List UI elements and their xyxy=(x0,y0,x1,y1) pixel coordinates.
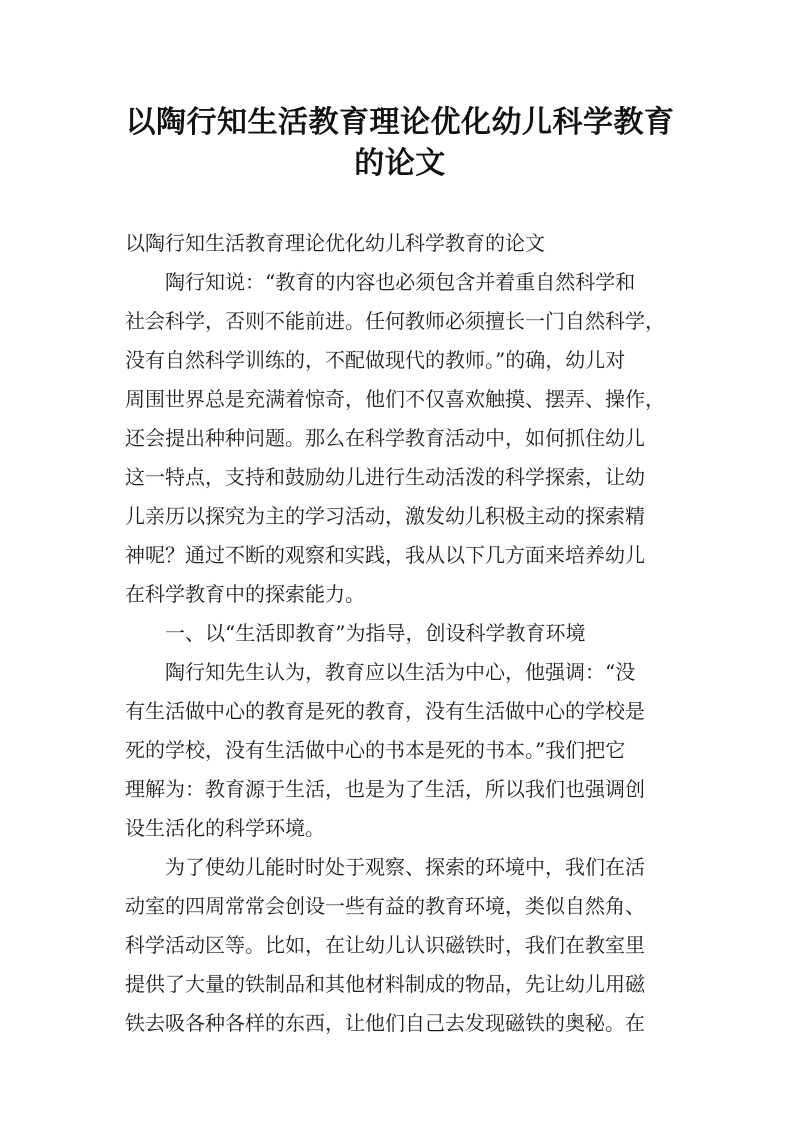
body-line: 还会提出种种问题。那么在科学教育活动中，如何抓住幼儿 xyxy=(125,426,645,450)
document-title-line-2: 的论文 xyxy=(354,146,446,181)
body-line: 在科学教育中的探索能力。 xyxy=(125,582,365,606)
body-line: 为了使幼儿能时时处于观察、探索的环境中，我们在活 xyxy=(125,855,645,879)
body-line: 有生活做中心的教育是死的教育，没有生活做中心的学校是 xyxy=(125,699,645,723)
body-line: 死的学校，没有生活做中心的书本是死的书本。”我们把它 xyxy=(125,738,626,762)
body-line: 铁去吸各种各样的东西，让他们自己去发现磁铁的奥秘。在 xyxy=(125,1011,645,1035)
body-line: 科学活动区等。比如，在让幼儿认识磁铁时，我们在教室里 xyxy=(125,933,645,957)
body-line: 提供了大量的铁制品和其他材料制成的物品，先让幼儿用磁 xyxy=(125,972,645,996)
body-line: 理解为：教育源于生活，也是为了生活，所以我们也强调创 xyxy=(125,777,645,801)
body-line: 没有自然科学训练的，不配做现代的教师。”的确，幼儿对 xyxy=(125,348,626,372)
body-line: 设生活化的科学环境。 xyxy=(125,816,325,840)
document-title-line-1: 以陶行知生活教育理论优化幼儿科学教育 xyxy=(125,105,675,140)
body-line: 神呢？通过不断的观察和实践，我从以下几方面来培养幼儿 xyxy=(125,543,645,567)
body-line: 陶行知先生认为，教育应以生活为中心，他强调：“没 xyxy=(125,660,636,684)
body-line: 社会科学，否则不能前进。任何教师必须擅长一门自然科学， xyxy=(125,309,665,333)
body-line: 这一特点，支持和鼓励幼儿进行生动活泼的科学探索，让幼 xyxy=(125,465,645,489)
subtitle-line: 以陶行知生活教育理论优化幼儿科学教育的论文 xyxy=(125,231,545,255)
body-line: 动室的四周常常会创设一些有益的教育环境，类似自然角、 xyxy=(125,894,645,918)
body-line: 陶行知说：“教育的内容也必须包含并着重自然科学和 xyxy=(125,270,636,294)
section-heading: 一、以“生活即教育”为指导，创设科学教育环境 xyxy=(125,621,586,645)
body-line: 周围世界总是充满着惊奇，他们不仅喜欢触摸、摆弄、操作， xyxy=(125,387,665,411)
body-line: 儿亲历以探究为主的学习活动，激发幼儿积极主动的探索精 xyxy=(125,504,645,528)
